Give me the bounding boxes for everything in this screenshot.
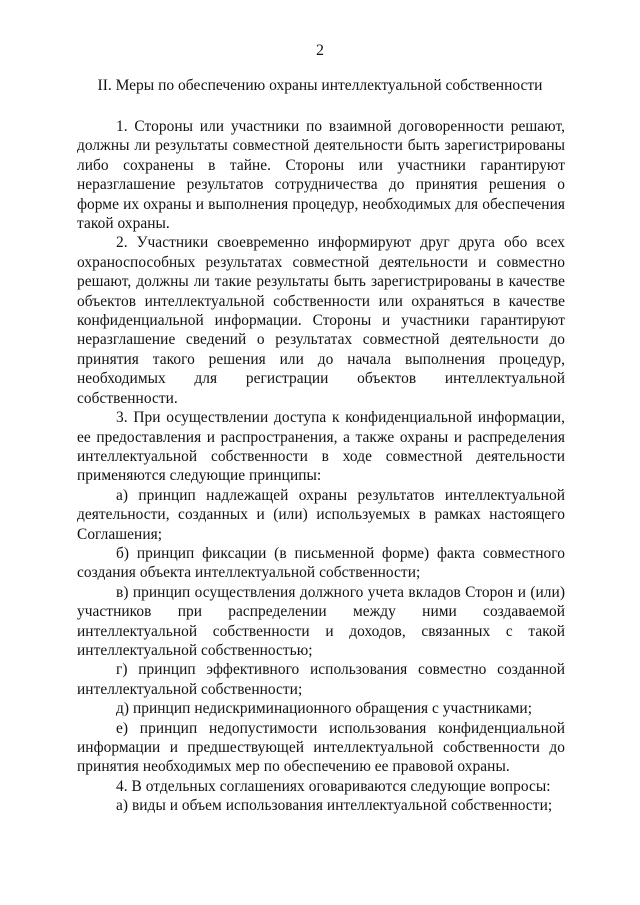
principle-e: е) принцип недопустимости использования конфиденциальной информации и предшествующей интеллектуальной собственности до принятия необходимых мер по обеспечению ее правовой охраны. (77, 719, 565, 776)
paragraph-2: 2. Участники своевременно информируют друг друга обо всех охраноспособных результатах совместной деятельности и совместно решают, должны ли такие результаты быть зарегистрированы в качестве объектов интеллектуальной собственности или охраняться в качестве конфиденциальной информации. Стороны и участники гарантируют неразглашение сведений о результатах совместной деятельности до принятия такого решения или до начала выполнения процедур, необходимых для регистрации объектов интеллектуальной собственности. (77, 234, 565, 407)
question-a: а) виды и объем использования интеллектуальной собственности; (116, 797, 553, 815)
paragraph-4: 4. В отдельных соглашениях оговариваются следующие вопросы: (116, 777, 551, 795)
page-number: 2 (316, 42, 324, 59)
paragraph-3: 3. При осуществлении доступа к конфиденциальной информации, ее предоставления и распространения, а также охраны и распределения интеллектуальной собственности в ходе совместной деятельности применяются следующие принципы: (77, 409, 565, 485)
paragraph-1: 1. Стороны или участники по взаимной договоренности решают, должны ли результаты совместной деятельности быть зарегистрированы либо сохранены в тайне. Стороны или участники гарантируют неразглашение результатов сотрудничества до принятия решения о форме их охраны и выполнения процедур, необходимых для обеспечения такой охраны. (77, 118, 565, 233)
document-body (77, 117, 565, 816)
principle-d: д) принцип недискриминационного обращения с участниками; (116, 700, 533, 718)
principle-g: г) принцип эффективного использования совместно созданной интеллектуальной собственности; (77, 661, 565, 698)
principle-a: а) принцип надлежащей охраны результатов интеллектуальной деятельности, созданных и (или) используемых в рамках настоящего Соглашения; (77, 486, 565, 543)
principle-v: в) принцип осуществления должного учета вкладов Сторон и (или) участников при распределении между ними создаваемой интеллектуальной собственности и доходов, связанных с такой интеллектуальной собственностью; (77, 583, 565, 659)
section-heading: II. Меры по обеспечению охраны интеллектуальной собственности (97, 77, 543, 94)
principle-b: б) принцип фиксации (в письменной форме) факта совместного создания объекта интеллектуальной собственности; (77, 544, 565, 582)
